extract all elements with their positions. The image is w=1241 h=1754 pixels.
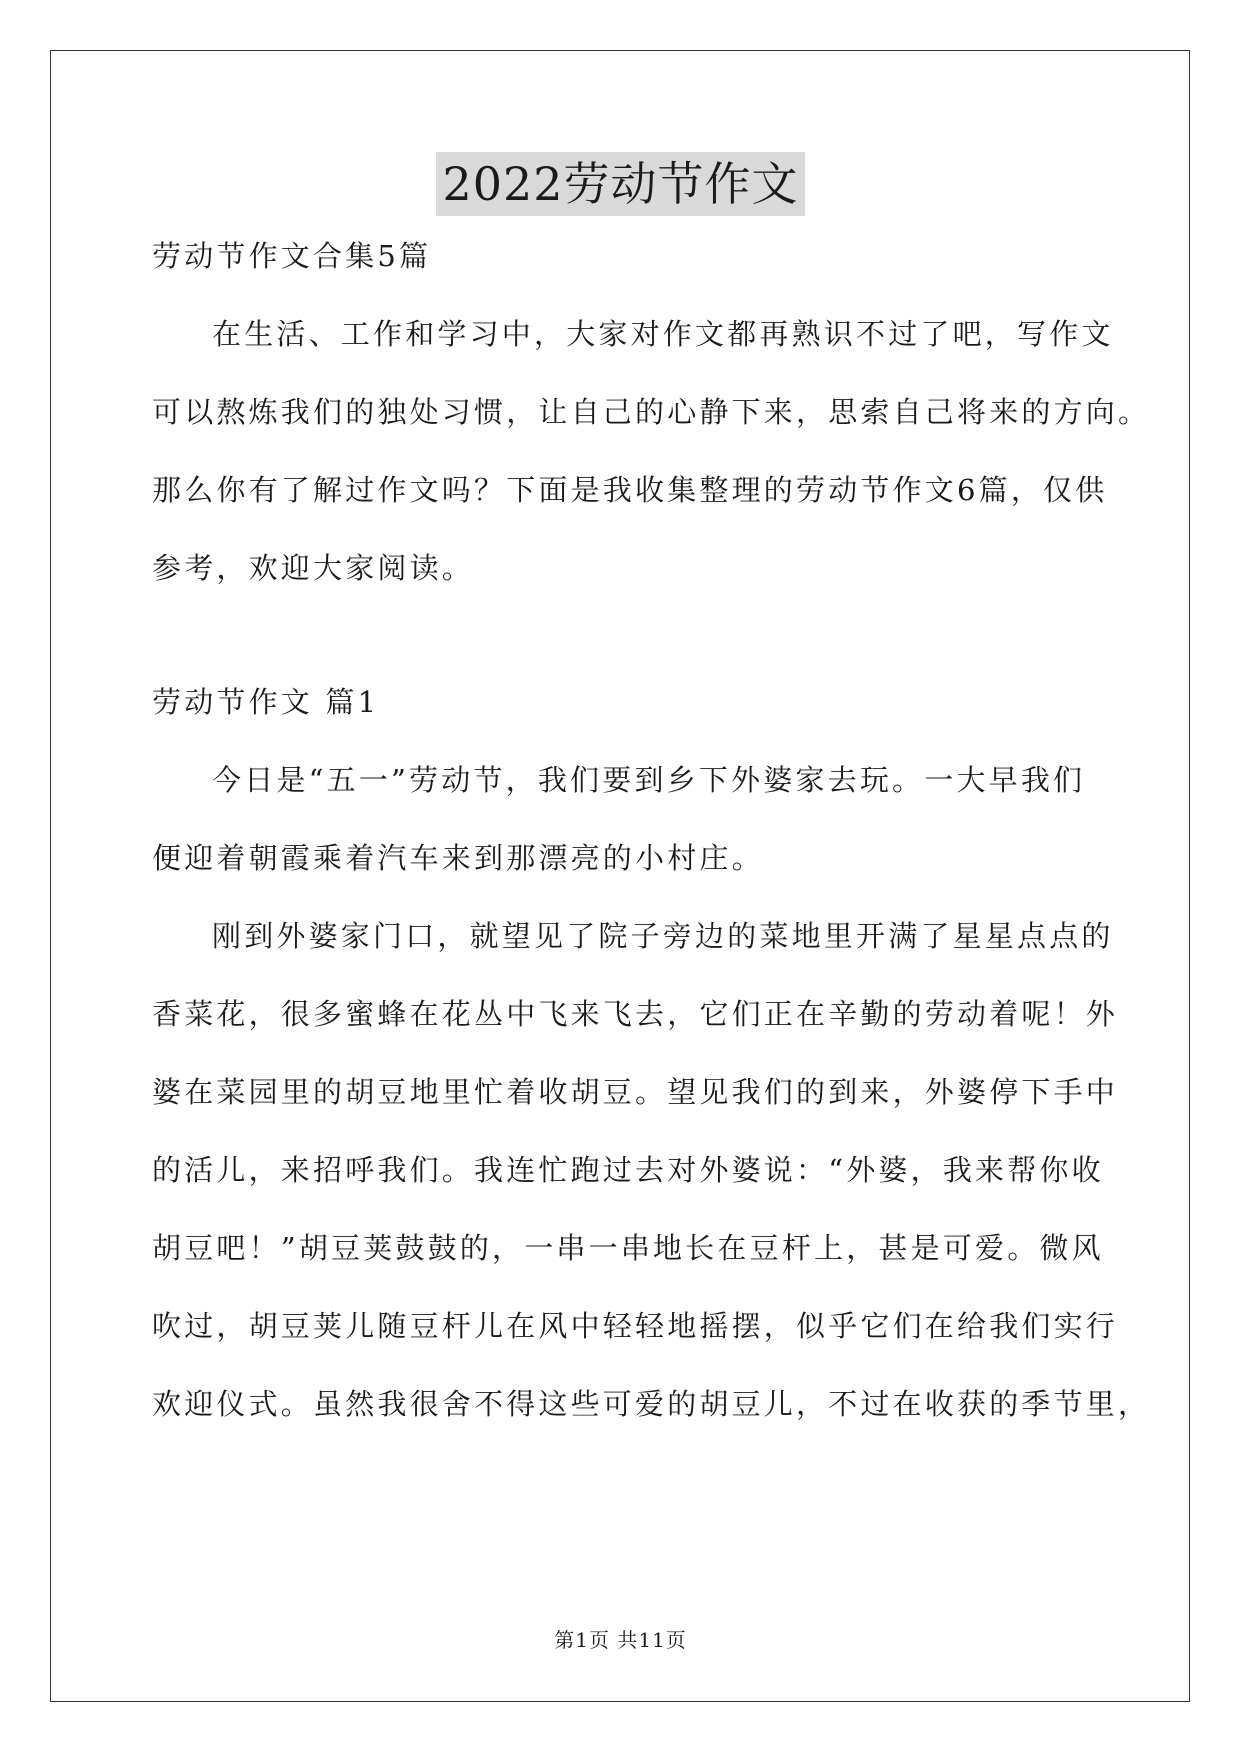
page-number-footer: 第1页 共11页 xyxy=(554,1628,687,1652)
intro-line: 参考，欢迎大家阅读。 xyxy=(152,551,475,585)
intro-line: 那么你有了解过作文吗？下面是我收集整理的劳动节作文6篇，仅供 xyxy=(152,473,1108,507)
paragraph-line: 刚到外婆家门口，就望见了院子旁边的菜地里开满了星星点点的 xyxy=(212,919,1114,953)
paragraph-line: 胡豆吧！”胡豆荚鼓鼓的，一串一串地长在豆杆上，甚是可爱。微风 xyxy=(152,1231,1104,1265)
paragraph-line: 欢迎仪式。虽然我很舍不得这些可爱的胡豆儿，不过在收获的季节里， xyxy=(152,1387,1151,1421)
paragraph-line: 便迎着朝霞乘着汽车来到那漂亮的小村庄。 xyxy=(152,841,764,875)
section-heading: 劳动节作文 篇1 xyxy=(152,685,380,719)
paragraph-line: 婆在菜园里的胡豆地里忙着收胡豆。望见我们的到来，外婆停下手中 xyxy=(152,1075,1119,1109)
paragraph-line: 的活儿，来招呼我们。我连忙跑过去对外婆说：“外婆，我来帮你收 xyxy=(152,1153,1104,1187)
intro-line: 在生活、工作和学习中，大家对作文都再熟识不过了吧，写作文 xyxy=(212,317,1114,351)
document-title: 2022劳动节作文 xyxy=(436,152,804,216)
paragraph-line: 吹过，胡豆荚儿随豆杆儿在风中轻轻地摇摆，似乎它们在给我们实行 xyxy=(152,1309,1119,1343)
intro-line: 可以熬炼我们的独处习惯，让自己的心静下来，思索自己将来的方向。 xyxy=(152,395,1151,429)
subtitle: 劳动节作文合集5篇 xyxy=(152,239,432,273)
paragraph-line: 今日是“五一”劳动节，我们要到乡下外婆家去玩。一大早我们 xyxy=(212,763,1086,797)
title-container xyxy=(0,152,1241,216)
paragraph-line: 香菜花，很多蜜蜂在花丛中飞来飞去，它们正在辛勤的劳动着呢！外 xyxy=(152,997,1119,1031)
